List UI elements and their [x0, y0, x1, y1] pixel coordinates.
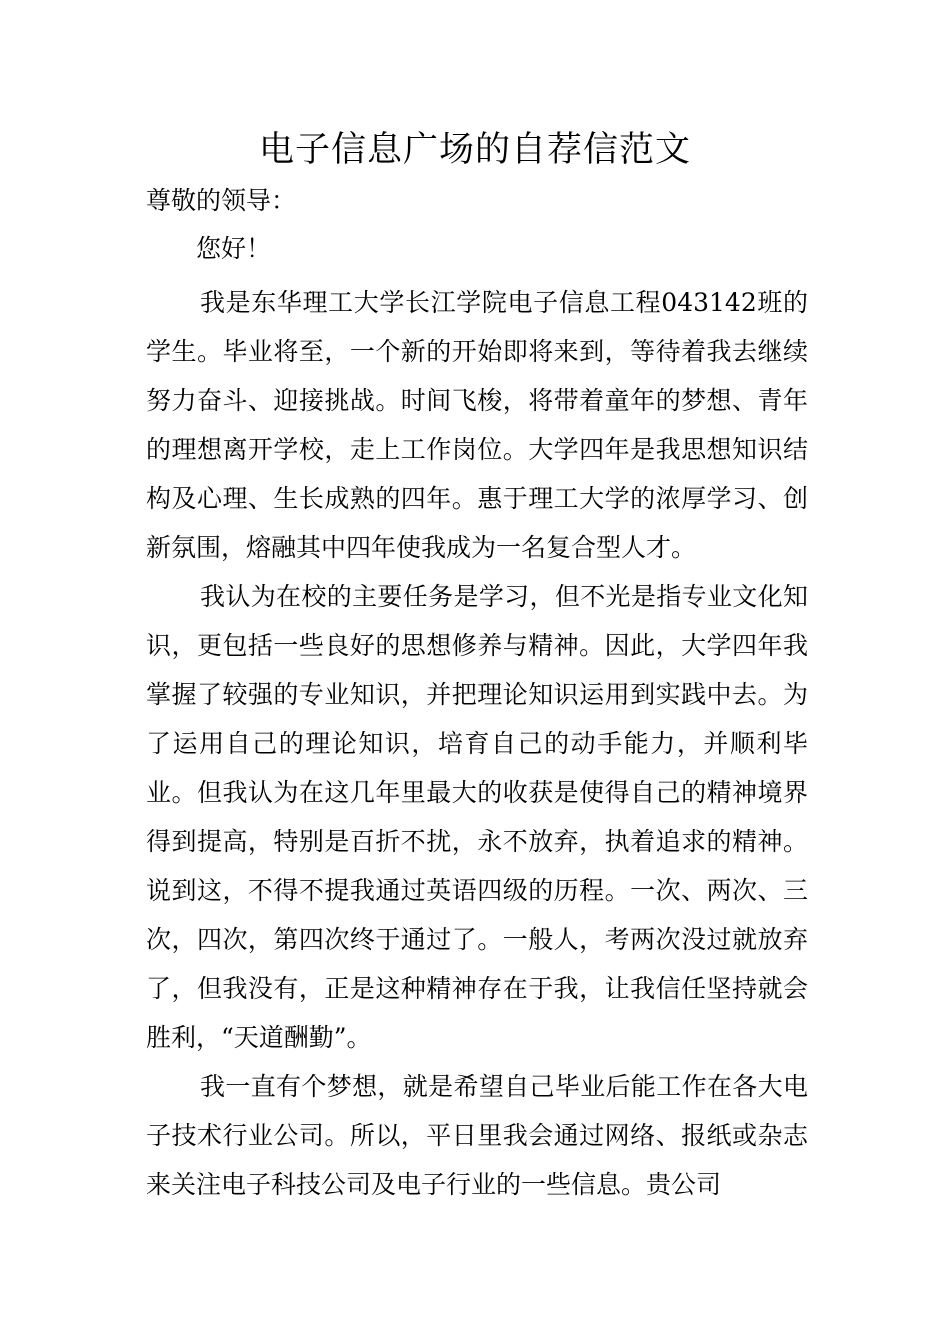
document-title: 电子信息广场的自荐信范文: [258, 130, 691, 170]
salutation: 尊敬的领导：: [146, 186, 297, 215]
letter-body: [146, 180, 808, 1209]
paragraph-2: 我认为在校的主要任务是学习，但不光是指专业文化知识，更包括一些良好的思想修养与精神。因此，大学四年我掌握了较强的专业知识，并把理论知识运用到实践中去。为了运用自己的理论知识，培育自己的动手能力，并顺利毕业。但我认为在这几年里最大的收获是使得自己的精神境界得到提高，特别是百折不扰，永不放弃，执着追求的精神。说到这，不得不提我通过英语四级的历程。一次、两次、三次，四次，第四次终于通过了。一般人，考两次没过就放弃了，但我没有，正是这种精神存在于我，让我信任坚持就会胜利，“天道酬勤”。: [146, 582, 808, 1052]
paragraph-1: 我是东华理工大学长江学院电子信息工程043142班的学生。毕业将至，一个新的开始即将来到，等待着我去继续努力奋斗、迎接挑战。时间飞梭，将带着童年的梦想、青年的理想离开学校，走上工作岗位。大学四年是我思想知识结构及心理、生长成熟的四年。惠于理工大学的浓厚学习、创新氛围，熔融其中四年使我成为一名复合型人才。: [146, 288, 808, 562]
paragraph-3: 我一直有个梦想，就是希望自己毕业后能工作在各大电子技术行业公司。所以，平日里我会通过网络、报纸或杂志来关注电子科技公司及电子行业的一些信息。贵公司: [146, 1072, 808, 1199]
greeting: 您好！: [196, 234, 272, 263]
